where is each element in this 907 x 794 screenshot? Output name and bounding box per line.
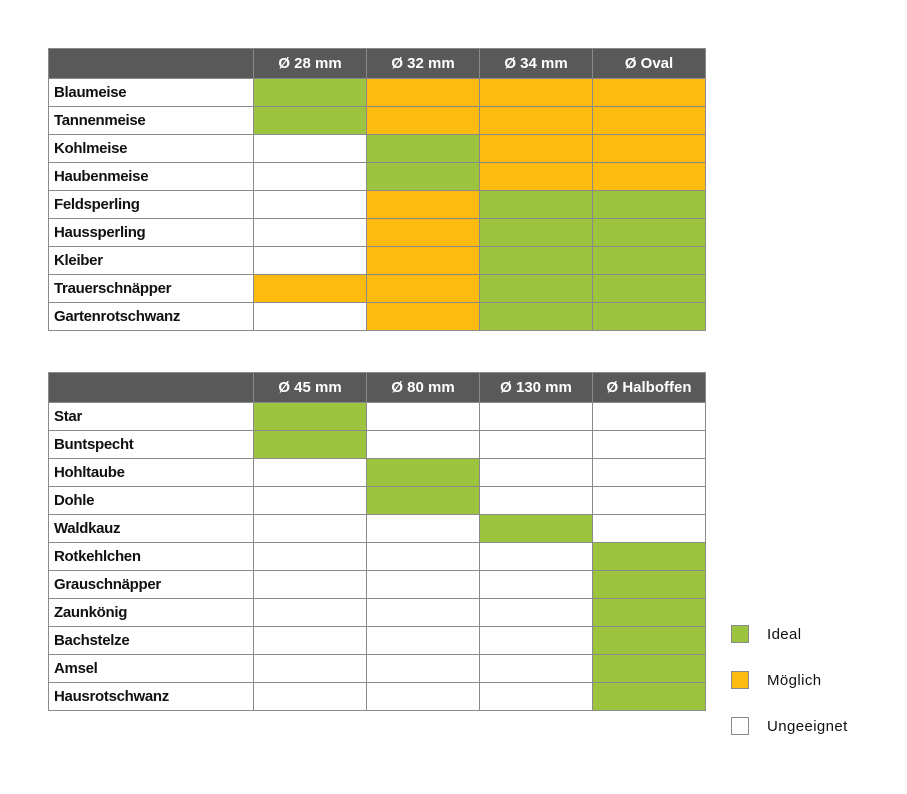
legend-swatch-ungeeignet — [731, 717, 749, 735]
cell-haussperling-28-mm-ungeeignet — [254, 219, 367, 247]
cell-feldsperling-oval-ideal — [593, 191, 706, 219]
cell-gartenrotschwanz-34-mm-ideal — [480, 303, 593, 331]
cell-amsel-halboffen-ideal — [593, 655, 706, 683]
cell-grauschnaepper-halboffen-ideal — [593, 571, 706, 599]
table-row — [49, 219, 706, 247]
cell-grauschnaepper-130-mm-ungeeignet — [480, 571, 593, 599]
cell-star-45-mm-ideal — [254, 403, 367, 431]
legend-swatch-moeglich — [731, 671, 749, 689]
cell-tannenmeise-28-mm-ideal — [254, 107, 367, 135]
species-tannenmeise: Tannenmeise — [49, 107, 254, 135]
cell-rotkehlchen-130-mm-ungeeignet — [480, 543, 593, 571]
cell-rotkehlchen-45-mm-ungeeignet — [254, 543, 367, 571]
cell-bachstelze-80-mm-ungeeignet — [367, 627, 480, 655]
cell-hausrotschwanz-halboffen-ideal — [593, 683, 706, 711]
legend-label-ungeeignet: Ungeeignet — [767, 718, 848, 735]
table-row — [49, 599, 706, 627]
cell-dohle-80-mm-ideal — [367, 487, 480, 515]
species-buntspecht: Buntspecht — [49, 431, 254, 459]
cell-star-80-mm-ungeeignet — [367, 403, 480, 431]
cell-haussperling-oval-ideal — [593, 219, 706, 247]
cell-feldsperling-32-mm-moeglich — [367, 191, 480, 219]
cell-buntspecht-halboffen-ungeeignet — [593, 431, 706, 459]
table-row — [49, 627, 706, 655]
cell-zaunkoenig-45-mm-ungeeignet — [254, 599, 367, 627]
suitability-table-large-holes — [48, 372, 706, 711]
cell-amsel-80-mm-ungeeignet — [367, 655, 480, 683]
species-kohlmeise: Kohlmeise — [49, 135, 254, 163]
cell-waldkauz-130-mm-ideal — [480, 515, 593, 543]
cell-haubenmeise-28-mm-ungeeignet — [254, 163, 367, 191]
cell-hohltaube-halboffen-ungeeignet — [593, 459, 706, 487]
cell-amsel-45-mm-ungeeignet — [254, 655, 367, 683]
cell-trauerschnaepper-32-mm-moeglich — [367, 275, 480, 303]
cell-trauerschnaepper-oval-ideal — [593, 275, 706, 303]
table-row — [49, 571, 706, 599]
cell-gartenrotschwanz-32-mm-moeglich — [367, 303, 480, 331]
cell-star-halboffen-ungeeignet — [593, 403, 706, 431]
cell-bachstelze-130-mm-ungeeignet — [480, 627, 593, 655]
cell-gartenrotschwanz-oval-ideal — [593, 303, 706, 331]
cell-buntspecht-80-mm-ungeeignet — [367, 431, 480, 459]
header-corner — [49, 373, 254, 403]
cell-kohlmeise-28-mm-ungeeignet — [254, 135, 367, 163]
cell-grauschnaepper-45-mm-ungeeignet — [254, 571, 367, 599]
cell-zaunkoenig-130-mm-ungeeignet — [480, 599, 593, 627]
header-row — [49, 49, 706, 79]
cell-blaumeise-34-mm-moeglich — [480, 79, 593, 107]
cell-tannenmeise-32-mm-moeglich — [367, 107, 480, 135]
cell-grauschnaepper-80-mm-ungeeignet — [367, 571, 480, 599]
cell-feldsperling-34-mm-ideal — [480, 191, 593, 219]
header-130mm: Ø 130 mm — [480, 373, 593, 403]
cell-haubenmeise-oval-moeglich — [593, 163, 706, 191]
species-bachstelze: Bachstelze — [49, 627, 254, 655]
cell-buntspecht-130-mm-ungeeignet — [480, 431, 593, 459]
header-28mm: Ø 28 mm — [254, 49, 367, 79]
cell-haussperling-32-mm-moeglich — [367, 219, 480, 247]
legend-swatch-ideal — [731, 625, 749, 643]
table-row — [49, 655, 706, 683]
species-amsel: Amsel — [49, 655, 254, 683]
table-row — [49, 515, 706, 543]
cell-dohle-130-mm-ungeeignet — [480, 487, 593, 515]
table-row — [49, 403, 706, 431]
cell-waldkauz-80-mm-ungeeignet — [367, 515, 480, 543]
header-80mm: Ø 80 mm — [367, 373, 480, 403]
cell-hohltaube-130-mm-ungeeignet — [480, 459, 593, 487]
cell-kleiber-34-mm-ideal — [480, 247, 593, 275]
table-row — [49, 275, 706, 303]
species-star: Star — [49, 403, 254, 431]
table-row — [49, 135, 706, 163]
table-row — [49, 683, 706, 711]
species-hohltaube: Hohltaube — [49, 459, 254, 487]
suitability-table-small-holes — [48, 48, 706, 331]
species-zaunkoenig: Zaunkönig — [49, 599, 254, 627]
cell-haubenmeise-34-mm-moeglich — [480, 163, 593, 191]
species-blaumeise: Blaumeise — [49, 79, 254, 107]
header-32mm: Ø 32 mm — [367, 49, 480, 79]
cell-blaumeise-oval-moeglich — [593, 79, 706, 107]
cell-zaunkoenig-halboffen-ideal — [593, 599, 706, 627]
table-row — [49, 79, 706, 107]
cell-haubenmeise-32-mm-ideal — [367, 163, 480, 191]
table-row — [49, 107, 706, 135]
cell-kohlmeise-34-mm-moeglich — [480, 135, 593, 163]
table-row — [49, 303, 706, 331]
cell-blaumeise-28-mm-ideal — [254, 79, 367, 107]
header-row — [49, 373, 706, 403]
species-haubenmeise: Haubenmeise — [49, 163, 254, 191]
species-trauerschnaepper: Trauerschnäpper — [49, 275, 254, 303]
table-row — [49, 543, 706, 571]
cell-waldkauz-45-mm-ungeeignet — [254, 515, 367, 543]
species-waldkauz: Waldkauz — [49, 515, 254, 543]
species-grauschnaepper: Grauschnäpper — [49, 571, 254, 599]
table-row — [49, 163, 706, 191]
cell-hausrotschwanz-80-mm-ungeeignet — [367, 683, 480, 711]
header-corner — [49, 49, 254, 79]
species-dohle: Dohle — [49, 487, 254, 515]
cell-bachstelze-45-mm-ungeeignet — [254, 627, 367, 655]
cell-bachstelze-halboffen-ideal — [593, 627, 706, 655]
cell-kohlmeise-oval-moeglich — [593, 135, 706, 163]
species-hausrotschwanz: Hausrotschwanz — [49, 683, 254, 711]
table-row — [49, 487, 706, 515]
cell-tannenmeise-34-mm-moeglich — [480, 107, 593, 135]
species-gartenrotschwanz: Gartenrotschwanz — [49, 303, 254, 331]
species-rotkehlchen: Rotkehlchen — [49, 543, 254, 571]
header-halboffen: Ø Halboffen — [593, 373, 706, 403]
cell-kleiber-oval-ideal — [593, 247, 706, 275]
cell-buntspecht-45-mm-ideal — [254, 431, 367, 459]
species-feldsperling: Feldsperling — [49, 191, 254, 219]
cell-gartenrotschwanz-28-mm-ungeeignet — [254, 303, 367, 331]
cell-rotkehlchen-halboffen-ideal — [593, 543, 706, 571]
legend-label-moeglich: Möglich — [767, 672, 822, 689]
species-haussperling: Haussperling — [49, 219, 254, 247]
cell-rotkehlchen-80-mm-ungeeignet — [367, 543, 480, 571]
cell-dohle-45-mm-ungeeignet — [254, 487, 367, 515]
cell-hohltaube-80-mm-ideal — [367, 459, 480, 487]
header-oval: Ø Oval — [593, 49, 706, 79]
header-45mm: Ø 45 mm — [254, 373, 367, 403]
table-row — [49, 431, 706, 459]
cell-trauerschnaepper-28-mm-moeglich — [254, 275, 367, 303]
cell-amsel-130-mm-ungeeignet — [480, 655, 593, 683]
table-row — [49, 247, 706, 275]
cell-kohlmeise-32-mm-ideal — [367, 135, 480, 163]
cell-hausrotschwanz-130-mm-ungeeignet — [480, 683, 593, 711]
cell-zaunkoenig-80-mm-ungeeignet — [367, 599, 480, 627]
cell-kleiber-32-mm-moeglich — [367, 247, 480, 275]
cell-feldsperling-28-mm-ungeeignet — [254, 191, 367, 219]
table-row — [49, 191, 706, 219]
cell-tannenmeise-oval-moeglich — [593, 107, 706, 135]
species-kleiber: Kleiber — [49, 247, 254, 275]
cell-hohltaube-45-mm-ungeeignet — [254, 459, 367, 487]
header-34mm: Ø 34 mm — [480, 49, 593, 79]
table-row — [49, 459, 706, 487]
cell-star-130-mm-ungeeignet — [480, 403, 593, 431]
cell-haussperling-34-mm-ideal — [480, 219, 593, 247]
cell-blaumeise-32-mm-moeglich — [367, 79, 480, 107]
cell-trauerschnaepper-34-mm-ideal — [480, 275, 593, 303]
cell-kleiber-28-mm-ungeeignet — [254, 247, 367, 275]
legend-label-ideal: Ideal — [767, 626, 802, 643]
cell-hausrotschwanz-45-mm-ungeeignet — [254, 683, 367, 711]
cell-dohle-halboffen-ungeeignet — [593, 487, 706, 515]
cell-waldkauz-halboffen-ungeeignet — [593, 515, 706, 543]
